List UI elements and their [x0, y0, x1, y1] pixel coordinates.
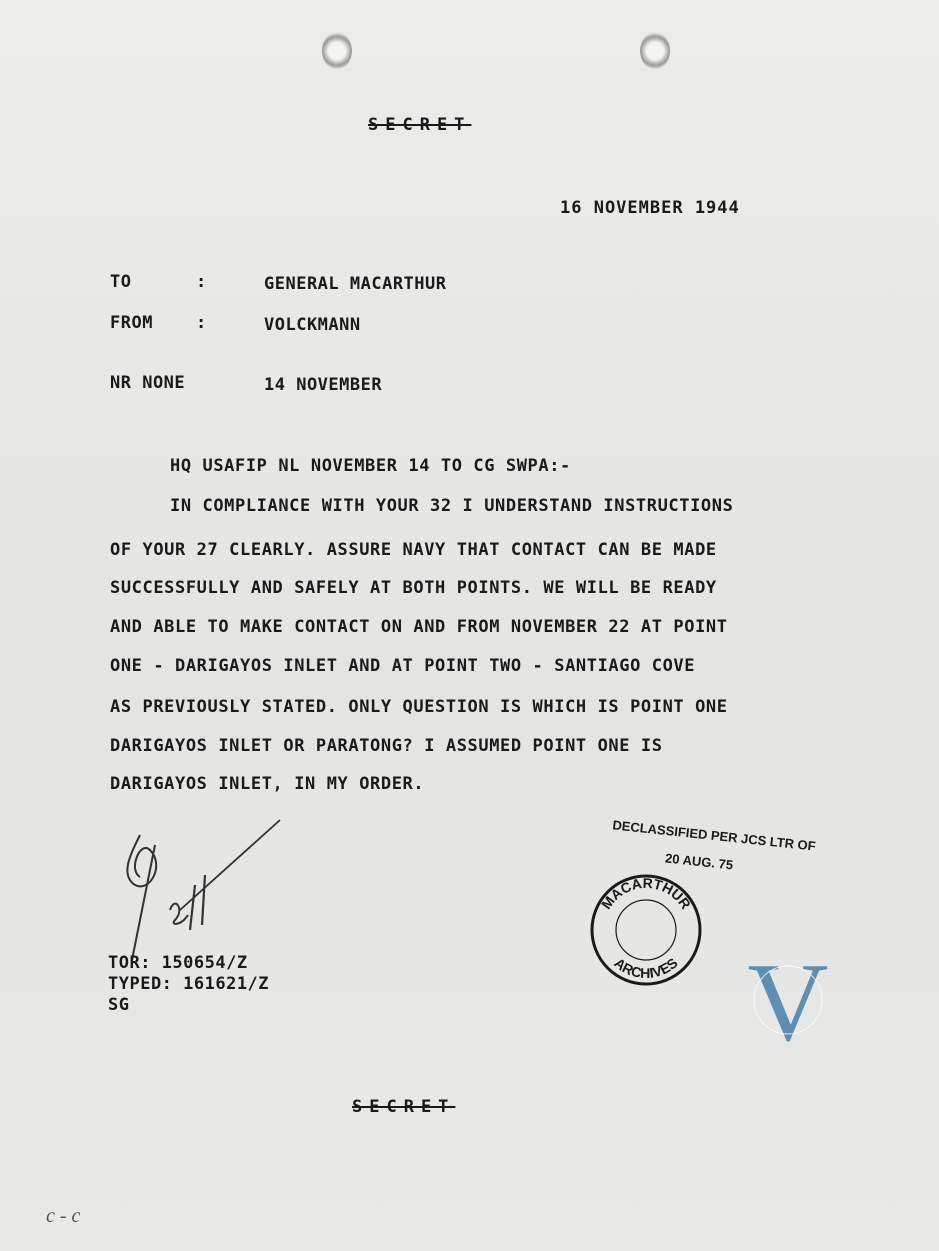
handwritten-initials [110, 815, 300, 965]
body-line-8: DARIGAYOS INLET OR PARATONG? I ASSUMED POINT ONE IS [110, 736, 663, 756]
typed-line: TYPED: 161621/Z [108, 974, 270, 994]
declassified-date: 20 AUG. 75 [664, 850, 734, 873]
body-line-1: HQ USAFIP NL NOVEMBER 14 TO CG SWPA:- [170, 456, 571, 476]
tor-line: TOR: 150654/Z [108, 953, 248, 973]
from-separator: : [196, 313, 207, 333]
nr-label: NR NONE [110, 373, 186, 393]
declassified-stamp: DECLASSIFIED PER JCS LTR OF [611, 817, 817, 854]
sg-line: SG [108, 995, 130, 1015]
archive-stamp-bottom-text: ARCHIVES [611, 954, 681, 982]
punch-hole-right [640, 32, 670, 70]
punch-hole-left [322, 32, 352, 70]
body-line-6: ONE - DARIGAYOS INLET AND AT POINT TWO - SANTIAGO COVE [110, 656, 696, 676]
body-line-3: OF YOUR 27 CLEARLY. ASSURE NAVY THAT CONTACT CAN BE MADE [110, 540, 717, 560]
watermark-letter: V [747, 952, 829, 1052]
macarthur-archives-stamp [586, 870, 706, 990]
document-date: 16 NOVEMBER 1944 [560, 198, 740, 218]
body-line-2: IN COMPLIANCE WITH YOUR 32 I UNDERSTAND INSTRUCTIONS [170, 496, 734, 516]
classification-top: SECRET [368, 115, 472, 135]
body-line-4: SUCCESSFULLY AND SAFELY AT BOTH POINTS. WE WILL BE READY [110, 578, 717, 598]
to-label: TO [110, 272, 132, 292]
margin-note: c - c [46, 1205, 81, 1227]
body-line-9: DARIGAYOS INLET, IN MY ORDER. [110, 774, 425, 794]
archive-stamp-top-text: MACARTHUR [597, 874, 695, 912]
vera-files-watermark-logo [736, 952, 840, 1052]
body-line-5: AND ABLE TO MAKE CONTACT ON AND FROM NOVEMBER 22 AT POINT [110, 617, 728, 637]
from-value: VOLCKMANN [264, 315, 361, 335]
body-line-7: AS PREVIOUSLY STATED. ONLY QUESTION IS WHICH IS POINT ONE [110, 697, 728, 717]
classification-bottom: SECRET [352, 1097, 456, 1117]
from-label: FROM [110, 313, 153, 333]
nr-value: 14 NOVEMBER [264, 375, 383, 395]
to-value: GENERAL MACARTHUR [264, 274, 447, 294]
to-separator: : [196, 272, 207, 292]
svg-text:MACARTHUR [598, 875, 694, 912]
